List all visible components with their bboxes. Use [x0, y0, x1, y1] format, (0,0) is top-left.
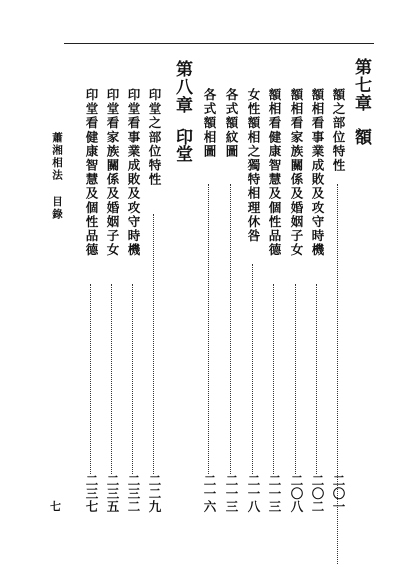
toc-entry-title: 額相看健康智慧及個性品德 — [267, 88, 282, 258]
toc-entry-page: 二一六 — [202, 474, 217, 513]
section-label: 目錄 — [51, 196, 63, 221]
chapter-8-title: 第八章 — [172, 60, 192, 114]
toc-entry-page: 二一三 — [267, 474, 282, 513]
toc-entry-page: 二〇二 — [310, 474, 325, 513]
dot-leader — [273, 284, 274, 474]
toc-entry-title: 印堂之部位特性 — [147, 88, 162, 187]
dot-leader — [230, 184, 231, 474]
toc-entry — [288, 88, 304, 528]
toc-entry-title: 印堂看健康智慧及個性品德 — [84, 88, 99, 258]
toc-entry-page: 二一三 — [224, 474, 239, 513]
toc-entry-title: 印堂看家族關係及婚姻子女 — [105, 88, 120, 258]
toc-entry-title: 額相看事業成敗及攻守時機 — [310, 88, 325, 258]
toc-entry — [266, 88, 282, 528]
toc-entry-page: 二二九 — [147, 474, 162, 513]
top-rule — [64, 43, 374, 44]
toc-entry — [201, 88, 217, 528]
running-header — [50, 132, 65, 221]
toc-entry — [125, 88, 141, 528]
dot-leader — [252, 264, 253, 474]
toc-entry-page: 二一八 — [246, 474, 261, 513]
page-number: 七 — [50, 500, 61, 513]
toc-entry-title: 各式額相圖 — [202, 88, 217, 159]
toc-entry-title: 額之部位特性 — [331, 88, 346, 173]
toc-entry-page: 二三五 — [105, 474, 120, 513]
toc-entry — [104, 88, 120, 528]
chapter-8-subject: 印堂 — [172, 128, 192, 162]
dot-leader — [111, 284, 112, 474]
toc-entry-page: 二三七 — [84, 474, 99, 513]
toc-entry — [309, 88, 325, 528]
toc-entry-page: 二三二 — [126, 474, 141, 513]
chapter-7-subject: 額 — [351, 128, 371, 145]
toc-entry-title: 印堂看事業成敗及攻守時機 — [126, 88, 141, 258]
toc-entry — [330, 88, 346, 528]
toc-entry — [245, 88, 261, 528]
dot-leader — [90, 284, 91, 474]
chapter-7-title: 第七章 — [351, 58, 371, 112]
dot-leader — [295, 284, 296, 474]
toc-entry-title: 女性額相之獨特相理休咎 — [246, 88, 261, 244]
book-title: 蕭湘相法 — [51, 132, 63, 182]
toc-entry — [83, 88, 99, 528]
toc-entry — [146, 88, 162, 528]
toc-entry-page: 二〇八 — [289, 474, 304, 513]
toc-entry-page: 二〇一 — [331, 474, 346, 513]
dot-leader — [316, 284, 317, 474]
toc-entry — [223, 88, 239, 528]
toc-entry-title: 額相看家族關係及婚姻子女 — [289, 88, 304, 258]
toc-entry-title: 各式額紋圖 — [224, 88, 239, 159]
dot-leader — [208, 184, 209, 474]
dot-leader — [132, 284, 133, 474]
dot-leader — [153, 214, 154, 474]
